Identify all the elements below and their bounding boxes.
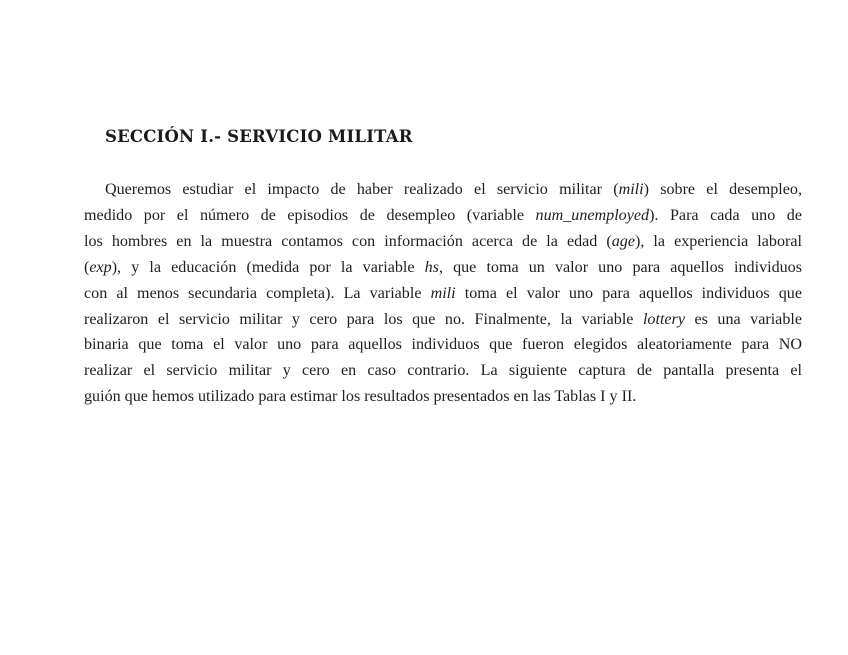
paragraph-line [84, 203, 802, 229]
text-run: Queremos estudiar el impacto de haber realizado el servicio militar ( [105, 181, 619, 198]
text-run: es una variable [684, 310, 802, 328]
variable-name: mili [430, 284, 456, 302]
text-run: guión que hemos utilizado para estimar los resultados presentados en las Tablas I y II. [84, 388, 637, 406]
variable-name: mili [618, 181, 644, 198]
text-run: los hombres en la muestra contamos con información acerca de la edad ( [84, 232, 612, 250]
paragraph-line [84, 307, 802, 333]
variable-name: lottery [642, 310, 685, 328]
text-run: , que toma un valor uno para aquellos individuos [438, 258, 802, 276]
paragraph-line [84, 281, 802, 307]
text-run: ) sobre el desempleo, [643, 181, 802, 198]
body-paragraph [84, 177, 802, 410]
variable-name: num_unemployed [535, 206, 650, 224]
text-run: toma el valor uno para aquellos individuos que [455, 284, 802, 302]
text-run: ). Para cada uno de [649, 206, 802, 224]
paragraph-line [84, 332, 802, 358]
paragraph-line [84, 255, 802, 281]
paragraph-line [84, 177, 802, 203]
variable-name: exp [89, 258, 112, 276]
paragraph-line [84, 384, 802, 410]
text-run: realizar el servicio militar y cero en caso contrario. La siguiente captura de pantalla presenta el [84, 362, 802, 380]
text-run: ), y la educación (medida por la variable [111, 258, 425, 276]
text-run: ( [84, 258, 90, 276]
text-run: realizaron el servicio militar y cero para los que no. Finalmente, la variable [84, 310, 643, 328]
paragraph-line [84, 358, 802, 384]
variable-name: hs [424, 258, 439, 276]
text-run: ), la experiencia laboral [635, 232, 802, 250]
section-title: SECCIÓN I.- SERVICIO MILITAR [105, 127, 413, 146]
paragraph-line [84, 229, 802, 255]
text-run: binaria que toma el valor uno para aquellos individuos que fueron elegidos aleatoriamente para NO [84, 336, 802, 354]
text-run: con al menos secundaria completa). La variable [84, 284, 431, 302]
variable-name: age [611, 232, 635, 250]
text-run: medido por el número de episodios de desempleo (variable [84, 206, 536, 224]
